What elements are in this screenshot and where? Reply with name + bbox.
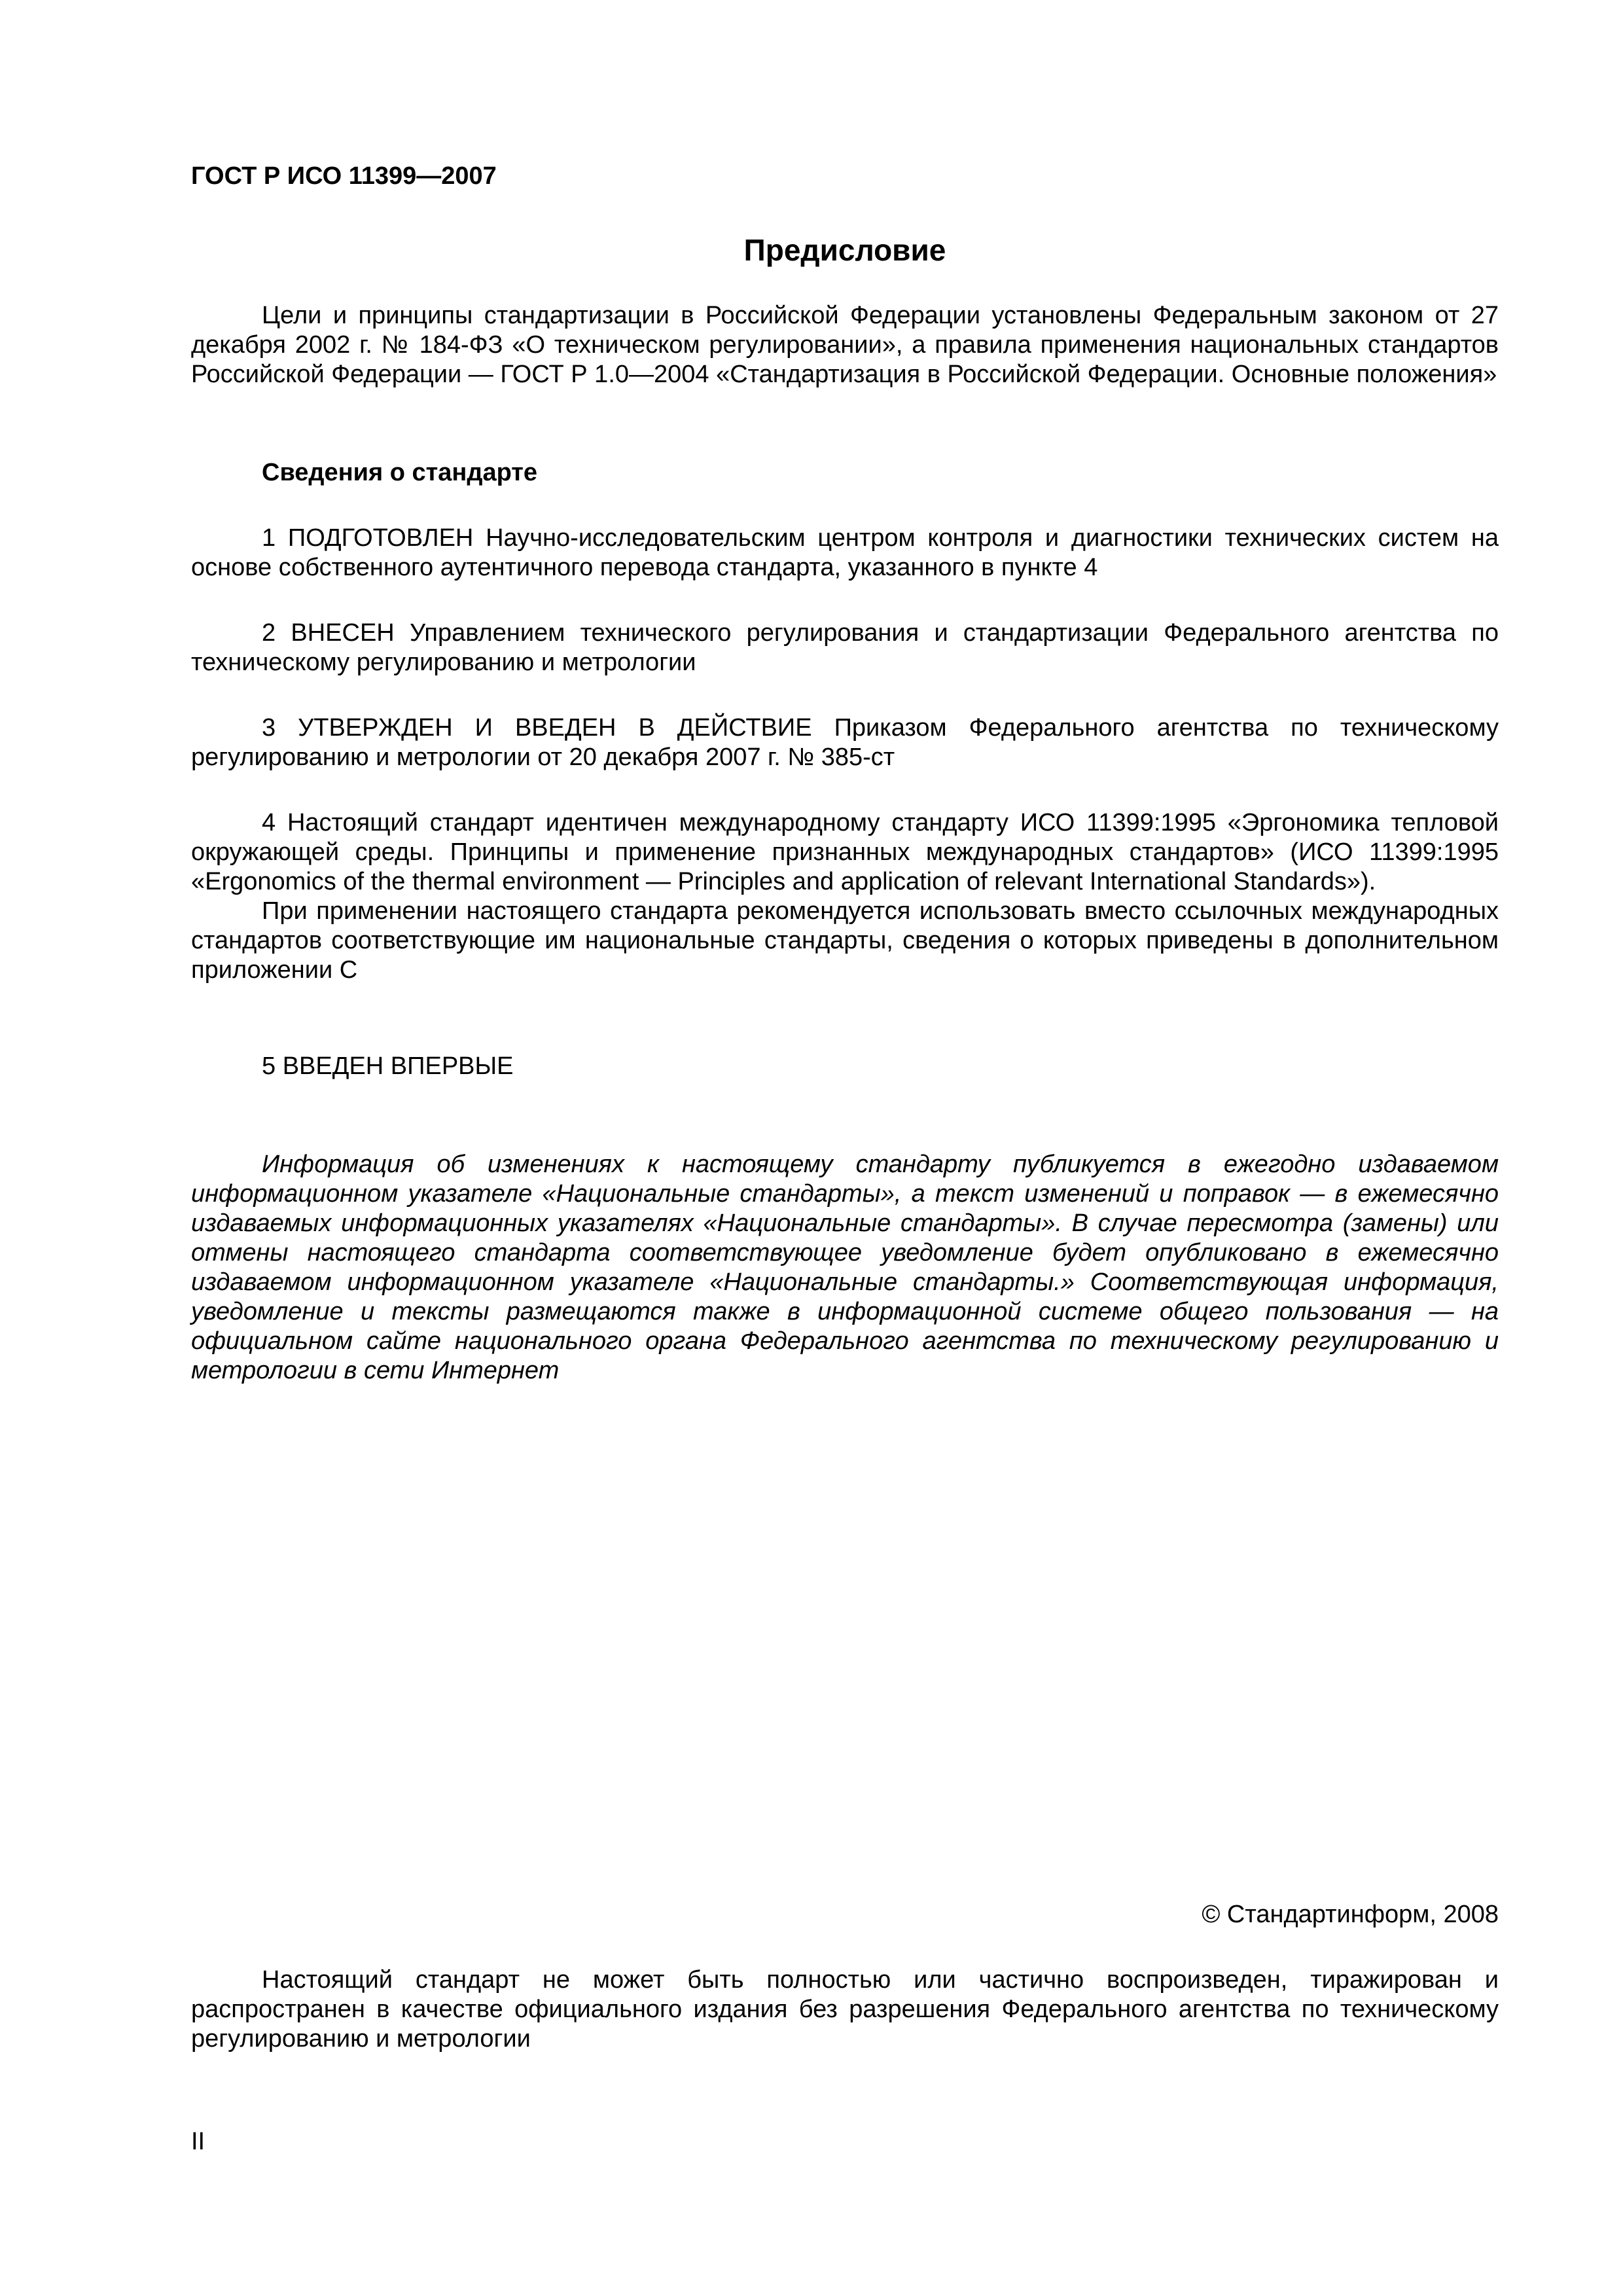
change-info-paragraph: Информация об изменениях к настоящему стандарту публикуется в ежегодно издаваемом информационном указателе «Национальные стандарты», а текст изменений и поправок — в ежемесячно издаваемых информационных указателях «Национальные стандарты». В случае пересмотра (замены) или отмены настоящего стандарта соответствующее уведомление будет опубликовано в ежемесячно издаваемом информационном указателе «Национальные стандарты.» Соответствующая информация, уведомление и тексты размещаются также в информационной системе общего пользования — на официальном сайте национального органа Федерального агентства по техническому регулированию и метрологии в сети Интернет <box>191 1151 1499 1384</box>
item-1: 1 ПОДГОТОВЛЕН Научно-исследовательским центром контроля и диагностики технических систем на основе собственного аутентичного перевода стандарта, указанного в пункте 4 <box>191 524 1499 581</box>
item-2-block <box>191 619 1499 677</box>
item-2: 2 ВНЕСЕН Управлением технического регулирования и стандартизации Федерального агентства по техническому регулированию и метрологии <box>191 619 1499 676</box>
page-number: II <box>191 2128 205 2155</box>
copyright-line: © Стандартинформ, 2008 <box>1202 1901 1499 1928</box>
item-4: 4 Настоящий стандарт идентичен международному стандарту ИСО 11399:1995 «Эргономика тепловой окружающей среды. Принципы и применение признанных международных стандартов» (ИСО 11399:1995 «Ergonomics of the thermal environment — Principles and application of relevant International Standards»). <box>191 809 1499 895</box>
document-code: ГОСТ Р ИСО 11399—2007 <box>191 162 497 190</box>
item-5-block <box>191 1052 1499 1081</box>
item-4-block <box>191 808 1499 985</box>
item-5: 5 ВВЕДЕН ВПЕРВЫЕ <box>262 1052 514 1080</box>
page-title: Предисловие <box>743 233 946 267</box>
intro-paragraph: Цели и принципы стандартизации в Российской Федерации установлены Федеральным законом от 27 декабря 2002 г. № 184-ФЗ «О техническом регулировании», а правила применения национальных стандартов Российской Федерации — ГОСТ Р 1.0—2004 «Стандартизация в Российской Федерации. Основные положения» <box>191 302 1499 388</box>
item-1-block <box>191 524 1499 583</box>
reproduction-notice: Настоящий стандарт не может быть полностью или частично воспроизведен, тиражирован и распространен в качестве официального издания без разрешения Федерального агентства по техническому регулированию и метрологии <box>191 1966 1499 2053</box>
item-4-note: При применении настоящего стандарта рекомендуется использовать вместо ссылочных международных стандартов соответствующие им национальные стандарты, сведения о которых приведены в дополнительном приложении С <box>191 897 1499 984</box>
reproduction-notice-block <box>191 1965 1499 2054</box>
item-3-block <box>191 713 1499 772</box>
intro-paragraph-block <box>191 301 1499 389</box>
standard-info-heading: Сведения о стандарте <box>262 459 538 486</box>
item-3: 3 УТВЕРЖДЕН И ВВЕДЕН В ДЕЙСТВИЕ Приказом Федерального агентства по техническому регулированию и метрологии от 20 декабря 2007 г. № 385-ст <box>191 714 1499 771</box>
change-info-block <box>191 1150 1499 1386</box>
